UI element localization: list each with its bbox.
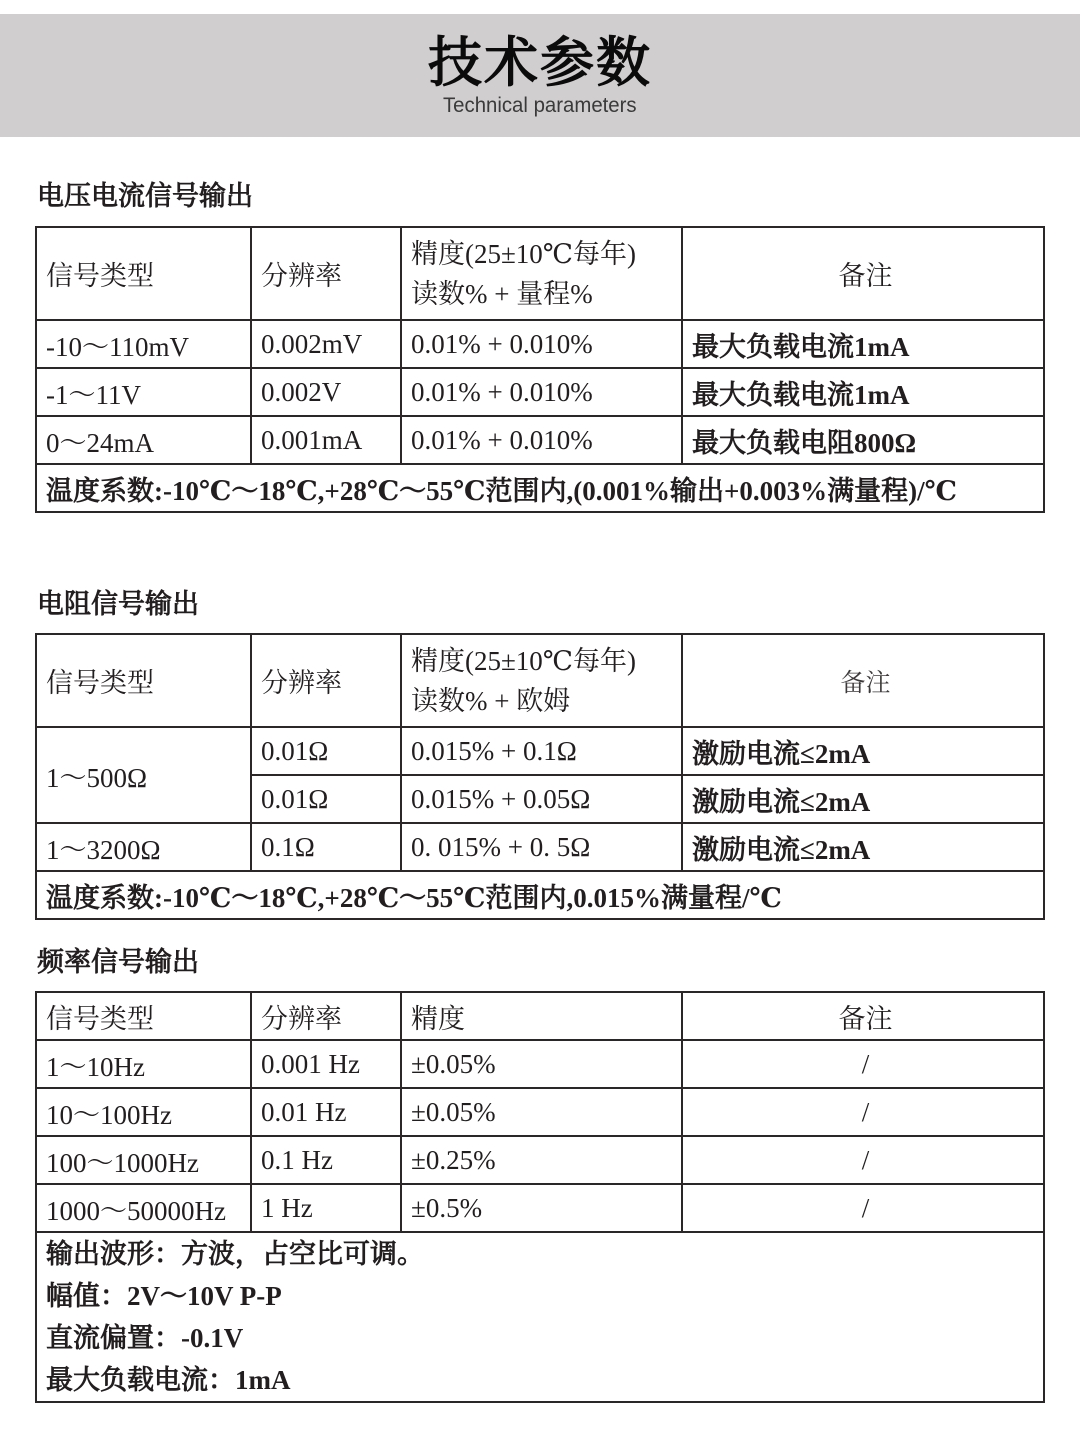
- page-subtitle: Technical parameters: [443, 93, 637, 117]
- header-signal-type: 信号类型: [36, 634, 251, 727]
- note-amplitude: 幅值：2V～10V P-P: [46, 1281, 282, 1311]
- table-row: [36, 416, 1044, 464]
- cell-accuracy: 0. 015% + 0. 5Ω: [401, 823, 682, 871]
- note-max-load-current: 最大负载电流：1mA: [46, 1365, 291, 1395]
- header-remark: 备注: [682, 992, 1044, 1040]
- cell-resolution: 0.1 Hz: [251, 1136, 401, 1184]
- table-header-row: [36, 634, 1044, 727]
- note-waveform: 输出波形：方波，占空比可调。: [46, 1239, 424, 1269]
- cell-accuracy: 0.015% + 0.1Ω: [401, 727, 682, 775]
- cell-accuracy: ±0.05%: [401, 1088, 682, 1136]
- header-accuracy-line1: 精度(25±10℃每年): [411, 238, 637, 269]
- header-resolution: 分辨率: [251, 992, 401, 1040]
- cell-resolution: 0.001 Hz: [251, 1040, 401, 1088]
- header-remark: 备注: [682, 227, 1044, 320]
- section-title-voltage-current: 电压电流信号输出: [37, 181, 253, 211]
- header-resolution: 分辨率: [251, 634, 401, 727]
- cell-signal-type: 100～1000Hz: [36, 1136, 251, 1184]
- cell-signal-type: 1～10Hz: [36, 1040, 251, 1088]
- table-row: [36, 1040, 1044, 1088]
- cell-resolution: 0.002mV: [251, 320, 401, 368]
- cell-signal-type: -1～11V: [36, 368, 251, 416]
- cell-remark: 最大负载电流1mA: [682, 368, 1044, 416]
- cell-resolution: 0.001mA: [251, 416, 401, 464]
- cell-accuracy: 0.015% + 0.05Ω: [401, 775, 682, 823]
- table-footer-row: [36, 871, 1044, 919]
- header-accuracy-line2: 读数% + 欧姆: [411, 685, 571, 716]
- header-accuracy-line2: 读数% + 量程%: [411, 278, 593, 309]
- cell-remark: 最大负载电流1mA: [682, 320, 1044, 368]
- cell-signal-type-rowspan: 1～500Ω: [36, 727, 251, 823]
- table-header-row: [36, 992, 1044, 1040]
- section-title-resistance: 电阻信号输出: [37, 589, 199, 619]
- header-band: [0, 14, 1080, 137]
- cell-remark: /: [682, 1184, 1044, 1232]
- table-row: [36, 727, 1044, 775]
- table-footer-row: [36, 464, 1044, 512]
- header-accuracy: [401, 227, 682, 320]
- page-title: 技术参数: [428, 32, 652, 93]
- note-dc-offset: 直流偏置：-0.1V: [46, 1323, 244, 1353]
- cell-remark: /: [682, 1040, 1044, 1088]
- cell-resolution: 0.002V: [251, 368, 401, 416]
- cell-remark: 激励电流≤2mA: [682, 727, 1044, 775]
- cell-remark: 激励电流≤2mA: [682, 775, 1044, 823]
- cell-remark: /: [682, 1088, 1044, 1136]
- cell-signal-type: 1000～50000Hz: [36, 1184, 251, 1232]
- cell-accuracy: 0.01% + 0.010%: [401, 416, 682, 464]
- cell-remark: 最大负载电阻800Ω: [682, 416, 1044, 464]
- frequency-table: [35, 991, 1045, 1403]
- voltage-current-table: [35, 226, 1045, 513]
- table-row: [36, 1184, 1044, 1232]
- cell-resolution: 0.01Ω: [251, 727, 401, 775]
- header-signal-type: 信号类型: [36, 227, 251, 320]
- frequency-output-notes: [36, 1232, 1044, 1402]
- table-footer-row: [36, 1232, 1044, 1402]
- cell-signal-type: 10～100Hz: [36, 1088, 251, 1136]
- table-row: [36, 368, 1044, 416]
- header-signal-type: 信号类型: [36, 992, 251, 1040]
- temperature-coefficient-note: 温度系数:-10℃～18℃,+28℃～55℃范围内,(0.001%输出+0.003%满量程)/℃: [36, 464, 1044, 512]
- table-header-row: [36, 227, 1044, 320]
- cell-resolution: 1 Hz: [251, 1184, 401, 1232]
- cell-accuracy: ±0.25%: [401, 1136, 682, 1184]
- header-remark: 备注: [682, 634, 1044, 727]
- cell-signal-type: 0～24mA: [36, 416, 251, 464]
- cell-accuracy: ±0.5%: [401, 1184, 682, 1232]
- content: [35, 137, 1043, 1403]
- resistance-table: [35, 633, 1045, 920]
- cell-remark: /: [682, 1136, 1044, 1184]
- cell-accuracy: 0.01% + 0.010%: [401, 368, 682, 416]
- header-accuracy: [401, 634, 682, 727]
- table-row: [36, 320, 1044, 368]
- table-row: [36, 1088, 1044, 1136]
- cell-remark: 激励电流≤2mA: [682, 823, 1044, 871]
- cell-resolution: 0.01 Hz: [251, 1088, 401, 1136]
- cell-signal-type: -10～110mV: [36, 320, 251, 368]
- temperature-coefficient-note: 温度系数:-10℃～18℃,+28℃～55℃范围内,0.015%满量程/℃: [36, 871, 1044, 919]
- cell-resolution: 0.1Ω: [251, 823, 401, 871]
- header-resolution: 分辨率: [251, 227, 401, 320]
- cell-resolution: 0.01Ω: [251, 775, 401, 823]
- table-row: [36, 1136, 1044, 1184]
- table-row: [36, 823, 1044, 871]
- cell-accuracy: ±0.05%: [401, 1040, 682, 1088]
- cell-accuracy: 0.01% + 0.010%: [401, 320, 682, 368]
- section-title-frequency: 频率信号输出: [37, 947, 199, 977]
- header-accuracy-line1: 精度(25±10℃每年): [411, 645, 637, 676]
- cell-signal-type: 1～3200Ω: [36, 823, 251, 871]
- header-accuracy: 精度: [401, 992, 682, 1040]
